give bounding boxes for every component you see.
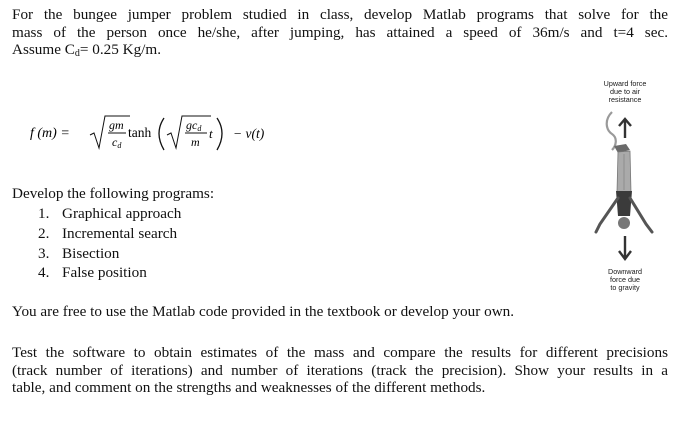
list-item: 1. Graphical approach (38, 205, 182, 222)
programs-heading: Develop the following programs: (12, 185, 215, 202)
formula-num-1: gm (109, 118, 124, 132)
formula-t: t (209, 126, 213, 141)
down-arrow-icon (619, 236, 631, 259)
test-line-1: Test the software to obtain estimates of the mass and compare the results for different precisions (12, 344, 668, 361)
jumper-arm-right (630, 198, 652, 232)
upward-force-label: Upward force due to air resistance (603, 79, 647, 104)
mass-equation (12, 108, 302, 158)
formula-den-1: cd (112, 135, 122, 150)
problem-intro (12, 6, 668, 63)
intro-line-2: mass of the person once he/she, after jumping, has attained a speed of 36m/s and t=4 sec. (12, 23, 668, 41)
bungee-cord (607, 112, 616, 150)
test-line-2: (track number of iterations) and number of iterations (track the precision). Show your results in a (12, 361, 668, 379)
assume-line (12, 41, 668, 63)
free-use-note: You are free to use the Matlab code provided in the textbook or develop your own. (12, 303, 515, 320)
jumper-head (618, 217, 630, 229)
formula-rhs: − v(t) (233, 126, 265, 141)
jumper-torso (616, 191, 632, 216)
programs-list (38, 204, 181, 283)
test-line-3: table, and comment on the strengths and weaknesses of the different methods. (12, 379, 486, 396)
assume-suffix: = 0.25 Kg/m. (79, 41, 162, 58)
jumper-arm-left (596, 198, 618, 232)
paren-right (217, 118, 222, 150)
downward-force-label: Downward force due to gravity (608, 267, 642, 292)
list-item: 4. False position (38, 264, 147, 282)
list-item: 3. Bisection (38, 244, 120, 262)
assume-subscript: d (74, 48, 80, 59)
up-arrow-icon (619, 119, 631, 138)
formula-lhs: f (m) = (30, 126, 70, 141)
formula-num-2: gcd (186, 118, 202, 133)
list-item: 2. Incremental search (38, 224, 178, 242)
formula-den-2: m (191, 135, 200, 149)
assume-prefix: Assume C (12, 41, 75, 58)
intro-line-1: For the bungee jumper problem studied in class, develop Matlab programs that solve for the (12, 6, 668, 23)
formula-tanh: tanh (128, 125, 152, 140)
test-instructions (12, 344, 668, 397)
bungee-jumper-figure (582, 74, 668, 306)
paren-left (159, 118, 164, 150)
